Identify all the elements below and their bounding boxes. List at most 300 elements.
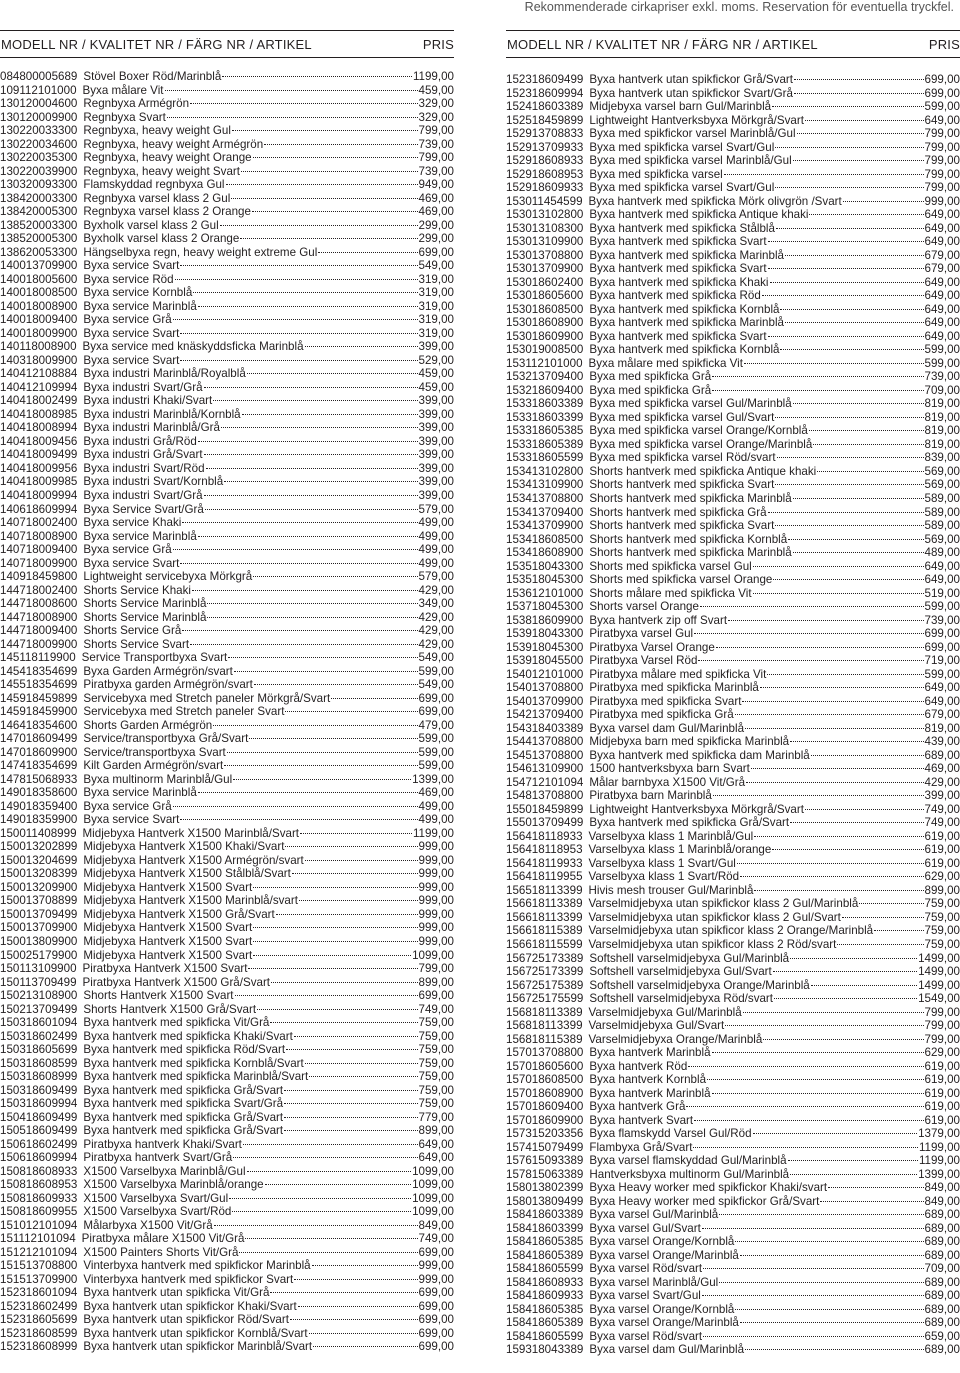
article-description: Regnbyxa, heavy weight Orange bbox=[83, 151, 252, 165]
article-number: 157018605600 bbox=[506, 1059, 584, 1073]
price-row bbox=[506, 1181, 960, 1195]
price-row bbox=[0, 1084, 454, 1098]
article-number: 130220035300 bbox=[0, 151, 78, 165]
price-row bbox=[0, 719, 454, 733]
dot-leader bbox=[725, 1025, 923, 1026]
price-row bbox=[0, 786, 454, 800]
dot-leader bbox=[222, 76, 412, 77]
article-price: 699,00 bbox=[924, 86, 960, 100]
article-price: 1379,00 bbox=[918, 1127, 960, 1141]
dot-leader bbox=[745, 728, 924, 729]
article-description: Byxa med spikficka varsel Röd/svart bbox=[589, 451, 776, 465]
dot-leader bbox=[173, 319, 418, 320]
price-row bbox=[0, 1192, 454, 1206]
article-description: Shorts varsel Orange bbox=[589, 600, 699, 614]
article-description: Flamskyddad regnbyxa Gul bbox=[83, 178, 225, 192]
price-row bbox=[0, 340, 454, 354]
price-row bbox=[0, 327, 454, 341]
price-row bbox=[506, 492, 960, 506]
header-article-label: MODELL NR / KVALITET NR / FÄRG NR / ARTIKEL bbox=[507, 36, 818, 52]
article-price: 999,00 bbox=[418, 921, 454, 935]
article-price: 759,00 bbox=[924, 938, 960, 951]
article-description: Byxa målare med spikficka Vit bbox=[588, 356, 743, 370]
article-description: Byxa hantverk med spikficka Grå/Svart bbox=[83, 1110, 284, 1124]
article-description: Byxa hantverk med spikficka Khaki/Svart bbox=[83, 1029, 293, 1043]
price-row bbox=[0, 894, 454, 908]
dot-leader bbox=[180, 563, 417, 564]
article-description: Varselmidjebyxa Orange/Marinblå bbox=[588, 1032, 763, 1046]
article-number: 150113709499 bbox=[0, 975, 77, 989]
article-number: 153818609900 bbox=[506, 613, 584, 627]
dot-leader bbox=[740, 1255, 924, 1256]
price-row bbox=[0, 138, 454, 152]
article-description: Shorts målare med spikficka Vit bbox=[589, 586, 752, 600]
article-description: Byxa hantverk utan spikfickor Khaki/Svart bbox=[83, 1299, 297, 1313]
article-price: 759,00 bbox=[418, 1056, 454, 1070]
article-description: Shorts hantverk med spikficka Marinblå bbox=[589, 546, 792, 560]
article-price: 1499,00 bbox=[918, 965, 960, 979]
article-price: 649,00 bbox=[924, 329, 960, 343]
article-number: 153418608900 bbox=[506, 546, 584, 560]
dot-leader bbox=[805, 809, 924, 810]
article-description: Byxa hantverk med spikficka Kornblå bbox=[589, 343, 780, 357]
column-header bbox=[0, 30, 454, 58]
article-price: 649,00 bbox=[924, 275, 960, 289]
article-description: Kilt Garden Armégrön/svart bbox=[83, 759, 224, 773]
article-description: Service Transportbyxa Svart bbox=[81, 651, 228, 665]
article-number: 140018009400 bbox=[0, 313, 78, 327]
article-number: 153418608500 bbox=[506, 532, 584, 546]
article-number: 158418609933 bbox=[506, 1289, 584, 1303]
article-description: Byxa med spikficka varsel bbox=[589, 167, 723, 181]
article-description: Softshell varselmidjebyxa Gul/Svart bbox=[589, 965, 772, 979]
article-description: Shorts Service Marinblå bbox=[83, 610, 207, 624]
price-row bbox=[0, 800, 454, 814]
article-description: Byxa industri Marinblå/Kornblå bbox=[83, 407, 241, 421]
article-price: 599,00 bbox=[418, 759, 454, 773]
article-description: Byxa hantverk utan spikfickor Kornblå/Svart bbox=[83, 1326, 308, 1340]
price-row bbox=[0, 124, 454, 138]
price-row bbox=[506, 884, 960, 898]
article-description: Byxa industri Svart/Grå bbox=[83, 380, 203, 394]
price-row bbox=[506, 465, 960, 479]
article-number: 156725175599 bbox=[506, 992, 584, 1006]
article-price: 759,00 bbox=[418, 1016, 454, 1030]
dot-leader bbox=[742, 701, 923, 702]
price-row bbox=[506, 1060, 960, 1074]
article-price: 709,00 bbox=[924, 1262, 960, 1276]
article-number: 144718002400 bbox=[0, 583, 78, 597]
article-number: 153318605389 bbox=[506, 437, 584, 451]
article-description: Byxa industri Svart/Röd bbox=[83, 461, 205, 475]
dot-leader bbox=[309, 1076, 417, 1077]
price-row bbox=[506, 1249, 960, 1263]
article-price: 549,00 bbox=[418, 259, 454, 273]
article-price: 599,00 bbox=[924, 667, 960, 681]
price-row bbox=[506, 938, 960, 952]
price-row bbox=[506, 587, 960, 601]
article-number: 152913708833 bbox=[506, 127, 584, 141]
article-number: 153918043300 bbox=[506, 627, 584, 641]
article-price: 699,00 bbox=[418, 1326, 454, 1340]
price-row bbox=[506, 438, 960, 452]
article-description: Shorts hantverk med spikficka Svart bbox=[589, 478, 775, 492]
article-description: Shorts Garden Armégrön bbox=[83, 718, 213, 732]
dot-leader bbox=[284, 1117, 417, 1118]
article-price: 699,00 bbox=[418, 1340, 454, 1354]
price-row bbox=[0, 597, 454, 611]
article-description: Byxa hantverk Marinblå bbox=[589, 1046, 711, 1060]
article-price: 839,00 bbox=[924, 451, 960, 465]
price-row bbox=[506, 1235, 960, 1249]
price-row bbox=[0, 854, 454, 868]
article-price: 1199,00 bbox=[918, 1140, 960, 1154]
price-row bbox=[0, 665, 454, 679]
dot-leader bbox=[253, 927, 417, 928]
price-row bbox=[506, 816, 960, 830]
article-number: 152318609499 bbox=[506, 73, 584, 86]
article-number: 140418008985 bbox=[0, 407, 78, 421]
price-row bbox=[0, 1111, 454, 1125]
article-description: Byxa varsel dam Gul/Marinblå bbox=[589, 721, 745, 735]
dot-leader bbox=[245, 1238, 417, 1239]
article-description: Regnbyxa Armégrön bbox=[83, 97, 190, 111]
article-description: Softshell varselmidjebyxa Gul/Marinblå bbox=[589, 951, 790, 965]
article-description: Byxa med spikficka varsel Svart/Gul bbox=[589, 140, 775, 154]
article-price: 619,00 bbox=[924, 1086, 960, 1100]
article-description: Målarbyxa X1500 Vit/Grå bbox=[83, 1218, 213, 1232]
article-number: 140018008900 bbox=[0, 299, 78, 313]
article-price: 679,00 bbox=[924, 248, 960, 262]
article-description: Varselmidjebyxa utan spikfickor klass 2 Gul/Marinblå bbox=[588, 897, 859, 911]
dot-leader bbox=[811, 755, 924, 756]
dot-leader bbox=[817, 471, 923, 472]
article-description: Shorts Hantverk X1500 Grå/Svart bbox=[83, 1002, 257, 1016]
article-price: 649,00 bbox=[924, 289, 960, 303]
article-price: 799,00 bbox=[924, 167, 960, 181]
article-number: 153013109900 bbox=[506, 235, 584, 249]
article-description: Byxa Heavy worker med spikfickor Grå/Svart bbox=[589, 1194, 820, 1208]
dot-leader bbox=[318, 252, 417, 253]
article-number: 152318609994 bbox=[506, 86, 584, 100]
price-row bbox=[506, 411, 960, 425]
article-number: 130320093300 bbox=[0, 178, 78, 192]
price-row bbox=[506, 641, 960, 655]
article-description: Varselbyxa klass 1 Marinblå/Gul bbox=[588, 829, 754, 843]
price-row bbox=[506, 1276, 960, 1290]
price-row bbox=[506, 222, 960, 236]
article-description: Byxa industri Grå/Röd bbox=[83, 434, 197, 448]
article-price: 699,00 bbox=[418, 691, 454, 705]
article-price: 299,00 bbox=[418, 218, 454, 232]
article-description: Softshell varselmidjebyxa Orange/Marinblå bbox=[589, 978, 810, 992]
article-description: Vinterbyxa hantverk med spikfickor Svart bbox=[83, 1272, 294, 1286]
article-number: 150518609499 bbox=[0, 1124, 78, 1138]
article-number: 150818608933 bbox=[0, 1164, 78, 1178]
dot-leader bbox=[744, 363, 924, 364]
price-row bbox=[0, 908, 454, 922]
article-description: Byxa service Marinblå bbox=[83, 786, 197, 800]
article-price: 599,00 bbox=[924, 343, 960, 357]
article-number: 150013709900 bbox=[0, 921, 78, 935]
price-row bbox=[0, 381, 454, 395]
header-price-label: PRIS bbox=[928, 36, 960, 52]
article-description: Byxa industri Svart/Kornblå bbox=[83, 475, 224, 489]
article-description: X1500 Varselbyxa Marinblå/Gul bbox=[83, 1164, 246, 1178]
dot-leader bbox=[797, 133, 924, 134]
price-row bbox=[0, 286, 454, 300]
article-number: 153013108300 bbox=[506, 221, 584, 235]
article-description: Regnbyxa, heavy weight Gul bbox=[83, 124, 231, 138]
price-row bbox=[0, 232, 454, 246]
article-price: 429,00 bbox=[418, 637, 454, 651]
article-description: Byxa hantverk med spikficka Svart/Grå bbox=[83, 1097, 284, 1111]
article-description: Byxa multinorm Marinblå/Gul bbox=[83, 772, 233, 786]
article-description: Byxa service Khaki bbox=[83, 516, 182, 530]
dot-leader bbox=[239, 1252, 417, 1253]
article-number: 153019008500 bbox=[506, 343, 584, 357]
price-row bbox=[0, 584, 454, 598]
dot-leader bbox=[753, 566, 924, 567]
dot-leader bbox=[809, 430, 924, 431]
article-number: 158418603399 bbox=[506, 1221, 584, 1235]
article-description: Byxa hantverk med spikficka Svart bbox=[589, 329, 767, 343]
dot-leader bbox=[284, 1130, 417, 1131]
article-number: 153011454599 bbox=[506, 194, 583, 208]
article-description: X1500 Varselbyxa Svart/Röd bbox=[83, 1205, 232, 1219]
dot-leader bbox=[207, 617, 417, 618]
dot-leader bbox=[221, 427, 418, 428]
article-price: 699,00 bbox=[924, 627, 960, 641]
article-number: 156618115599 bbox=[506, 938, 583, 951]
article-number: 158418605385 bbox=[506, 1302, 584, 1316]
article-price: 799,00 bbox=[924, 1005, 960, 1019]
price-row bbox=[0, 435, 454, 449]
price-row bbox=[506, 776, 960, 790]
article-description: Byxa hantverk med spikficka Kornblå/Svart bbox=[83, 1056, 304, 1070]
article-number: 144718009400 bbox=[0, 624, 78, 638]
article-price: 399,00 bbox=[418, 448, 454, 462]
dot-leader bbox=[775, 187, 923, 188]
dot-leader bbox=[305, 346, 418, 347]
article-price: 999,00 bbox=[924, 194, 960, 208]
article-number: 147418354699 bbox=[0, 759, 78, 773]
article-description: Piratbyxa garden Armégrön/svart bbox=[83, 678, 253, 692]
article-number: 153013102800 bbox=[506, 208, 584, 222]
article-description: Lightweight servicebyxa Mörkgrå bbox=[83, 570, 253, 584]
article-number: 154013708800 bbox=[506, 681, 584, 695]
dot-leader bbox=[204, 387, 418, 388]
article-price: 999,00 bbox=[418, 840, 454, 854]
price-row bbox=[0, 638, 454, 652]
dot-leader bbox=[204, 495, 418, 496]
dot-leader bbox=[286, 1049, 417, 1050]
dot-leader bbox=[233, 779, 411, 780]
dot-leader bbox=[299, 900, 418, 901]
price-row bbox=[0, 1057, 454, 1071]
price-row bbox=[0, 475, 454, 489]
price-row bbox=[0, 273, 454, 287]
article-number: 130120004600 bbox=[0, 97, 78, 111]
article-price: 749,00 bbox=[418, 1232, 454, 1246]
article-price: 299,00 bbox=[418, 232, 454, 246]
article-description: Byxa hantverk med spikficka Khaki bbox=[589, 275, 769, 289]
dot-leader bbox=[224, 481, 417, 482]
article-number: 154513708800 bbox=[506, 748, 584, 762]
dot-leader bbox=[790, 741, 923, 742]
article-description: Stövel Boxer Röd/Marinblå bbox=[83, 70, 222, 83]
article-description: Byxa service Grå bbox=[83, 313, 172, 327]
dot-leader bbox=[224, 765, 417, 766]
price-row bbox=[506, 249, 960, 263]
article-number: 153013708800 bbox=[506, 248, 584, 262]
article-description: Midjebyxa Hantverk X1500 Svart bbox=[83, 880, 253, 894]
article-number: 138520003300 bbox=[0, 218, 78, 232]
article-description: Byxa varsel Orange/Marinblå bbox=[589, 1316, 739, 1330]
dot-leader bbox=[253, 576, 417, 577]
article-price: 739,00 bbox=[418, 137, 454, 151]
article-number: 150013209900 bbox=[0, 880, 78, 894]
article-price: 739,00 bbox=[418, 164, 454, 178]
dot-leader bbox=[190, 103, 417, 104]
price-row bbox=[0, 97, 454, 111]
article-number: 150318605699 bbox=[0, 1043, 78, 1057]
article-number: 144718008900 bbox=[0, 610, 78, 624]
dot-leader bbox=[180, 819, 417, 820]
price-row bbox=[0, 313, 454, 327]
article-price: 649,00 bbox=[924, 221, 960, 235]
dot-leader bbox=[712, 1093, 924, 1094]
article-number: 140418009956 bbox=[0, 461, 78, 475]
article-price: 689,00 bbox=[924, 1235, 960, 1249]
article-description: Varselmidjebyxa utan spikficor klass 2 Orange/Marinblå bbox=[588, 924, 874, 938]
article-number: 150318609499 bbox=[0, 1083, 78, 1097]
price-row bbox=[0, 205, 454, 219]
article-description: Målar barnbyxa X1500 Vit/Grå bbox=[589, 775, 746, 789]
article-description: Byxa med spikficka varsel Gul/Svart bbox=[589, 410, 775, 424]
article-price: 519,00 bbox=[924, 586, 960, 600]
article-description: Byxa service Marinblå bbox=[83, 299, 197, 313]
article-description: Byxa service Röd bbox=[83, 272, 174, 286]
dot-leader bbox=[724, 174, 924, 175]
price-row bbox=[0, 1340, 454, 1354]
article-number: 153318605599 bbox=[506, 451, 584, 465]
price-row bbox=[0, 84, 454, 98]
article-description: Byxa varsel Marinblå/Gul bbox=[589, 1275, 719, 1289]
article-price: 759,00 bbox=[924, 897, 960, 911]
price-row bbox=[0, 651, 454, 665]
dot-leader bbox=[794, 93, 924, 94]
dot-leader bbox=[712, 376, 923, 377]
dot-leader bbox=[716, 647, 924, 648]
article-price: 599,00 bbox=[924, 356, 960, 370]
price-row bbox=[506, 1087, 960, 1101]
price-row bbox=[0, 705, 454, 719]
article-description: Flambyxa Grå/Svart bbox=[589, 1140, 693, 1154]
article-description: Piratbyxa med spikficka Svart bbox=[589, 694, 742, 708]
price-row bbox=[506, 384, 960, 398]
article-price: 1399,00 bbox=[918, 1167, 960, 1181]
dot-leader bbox=[753, 593, 924, 594]
article-price: 319,00 bbox=[418, 272, 454, 286]
article-price: 469,00 bbox=[924, 762, 960, 776]
article-price: 699,00 bbox=[924, 73, 960, 86]
price-row bbox=[0, 827, 454, 841]
price-row bbox=[506, 627, 960, 641]
article-number: 140718002400 bbox=[0, 516, 78, 530]
article-price: 1199,00 bbox=[412, 826, 454, 840]
article-description: Piratbyxa med spikficka Marinblå bbox=[589, 681, 759, 695]
article-price: 1099,00 bbox=[412, 948, 454, 962]
price-row bbox=[0, 259, 454, 273]
dot-leader bbox=[775, 525, 923, 526]
article-number: 138420003300 bbox=[0, 191, 78, 205]
article-description: Hantverksbyxa multinorm Gul/Marinblå bbox=[589, 1167, 790, 1181]
dot-leader bbox=[253, 955, 411, 956]
dot-leader bbox=[702, 1295, 924, 1296]
article-price: 549,00 bbox=[418, 678, 454, 692]
article-description: Byxa hantverk utan spikfickor Marinblå/Svart bbox=[83, 1340, 313, 1354]
dot-leader bbox=[249, 738, 417, 739]
article-description: Byxa hantverk Svart bbox=[589, 1113, 694, 1127]
article-number: 153318603399 bbox=[506, 410, 584, 424]
price-row bbox=[0, 1300, 454, 1314]
dot-leader bbox=[294, 1036, 418, 1037]
article-price: 999,00 bbox=[418, 935, 454, 948]
dot-leader bbox=[768, 268, 924, 269]
dot-leader bbox=[837, 944, 923, 945]
article-price: 569,00 bbox=[924, 478, 960, 492]
price-row bbox=[0, 962, 454, 976]
article-description: Piratbyxa målare med spikficka Vit bbox=[589, 667, 767, 681]
dot-leader bbox=[284, 1090, 417, 1091]
article-price: 739,00 bbox=[924, 613, 960, 627]
price-row bbox=[506, 1289, 960, 1303]
price-row bbox=[506, 546, 960, 560]
article-number: 154613109900 bbox=[506, 762, 584, 776]
price-row bbox=[506, 614, 960, 628]
price-row bbox=[506, 924, 960, 938]
article-price: 799,00 bbox=[924, 154, 960, 168]
article-number: 153018605600 bbox=[506, 289, 584, 303]
article-number: 153718045300 bbox=[506, 600, 584, 614]
dot-leader bbox=[254, 684, 418, 685]
article-description: X1500 Varselbyxa Marinblå/orange bbox=[83, 1178, 264, 1192]
article-price: 649,00 bbox=[924, 316, 960, 330]
article-price: 599,00 bbox=[924, 600, 960, 614]
article-price: 759,00 bbox=[418, 1029, 454, 1043]
dot-leader bbox=[768, 241, 924, 242]
dot-leader bbox=[173, 806, 418, 807]
dot-leader bbox=[198, 441, 418, 442]
dot-leader bbox=[703, 1268, 923, 1269]
dot-leader bbox=[820, 1201, 923, 1202]
article-description: Piratbyxa Hantverk X1500 Svart bbox=[82, 962, 248, 976]
article-price: 439,00 bbox=[924, 735, 960, 749]
article-description: Regnbyxa, heavy weight Armégrön bbox=[83, 137, 264, 151]
article-number: 156618113389 bbox=[506, 897, 583, 911]
price-row bbox=[0, 570, 454, 584]
price-row bbox=[506, 708, 960, 722]
article-description: Shorts Service Marinblå bbox=[83, 597, 207, 611]
article-number: 150318608599 bbox=[0, 1056, 78, 1070]
article-price: 689,00 bbox=[924, 1289, 960, 1303]
article-description: Regnbyxa, heavy weight Svart bbox=[83, 164, 240, 178]
article-price: 619,00 bbox=[924, 1073, 960, 1087]
dot-leader bbox=[265, 1184, 411, 1185]
price-row bbox=[506, 451, 960, 465]
article-description: Midjebyxa Hantverk X1500 Armégrön/svart bbox=[83, 853, 304, 867]
